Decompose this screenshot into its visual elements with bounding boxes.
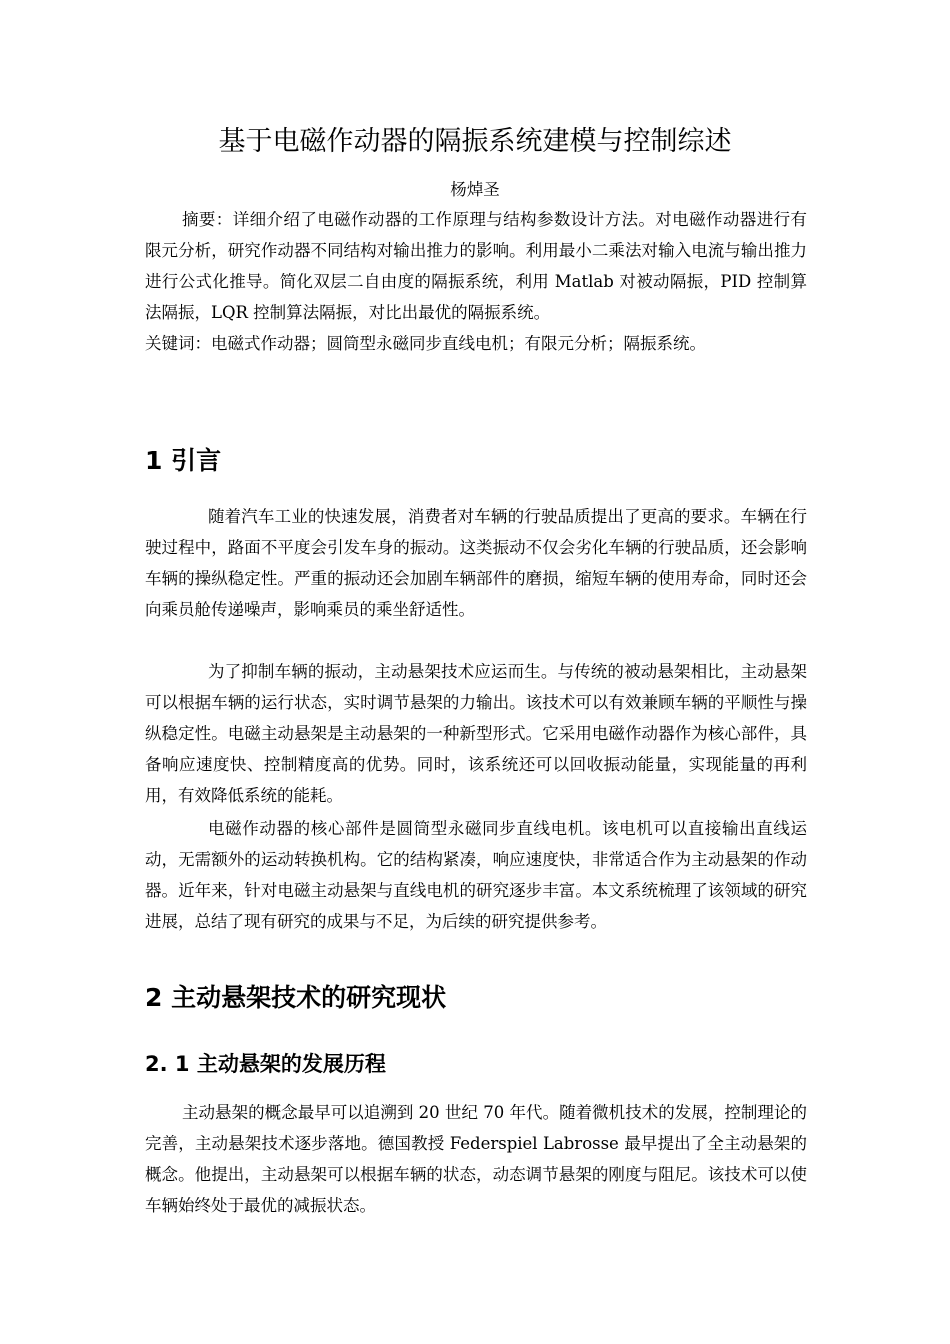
subsection-heading: 2. 1 主动悬架的发展历程 (145, 1052, 386, 1076)
abstract-text: 摘要：详细介绍了电磁作动器的工作原理与结构参数设计方法。对电磁作动器进行有限元分析，研究作动器不同结构对输出推力的影响。利用最小二乘法对输入电流与输出推力进行公式化推导。简化双层二自由度的隔振系统，利用 Matlab 对被动隔振，PID 控制算法隔振，LQR 控制算法隔振，对比出最优的隔振系统。 (145, 210, 807, 322)
keywords-text: 关键词：电磁式作动器；圆筒型永磁同步直线电机；有限元分析；隔振系统。 (145, 334, 706, 353)
section-2 (145, 980, 807, 1016)
section-heading: 2 主动悬架技术的研究现状 (145, 983, 447, 1012)
author-name: 杨焯圣 (450, 180, 500, 199)
section-1-body-2 (145, 656, 807, 811)
body-paragraph: 随着汽车工业的快速发展，消费者对车辆的行驶品质提出了更高的要求。车辆在行驶过程中，路面不平度会引发车身的振动。这类振动不仅会劣化车辆的行驶品质，还会影响车辆的操纵稳定性。严重的振动还会加剧车辆部件的磨损，缩短车辆的使用寿命，同时还会向乘员舱传递噪声，影响乘员的乘坐舒适性。 (145, 507, 807, 619)
subsection-2-1-body (145, 1097, 807, 1221)
body-paragraph: 为了抑制车辆的振动，主动悬架技术应运而生。与传统的被动悬架相比，主动悬架可以根据车辆的运行状态，实时调节悬架的力输出。该技术可以有效兼顾车辆的平顺性与操纵稳定性。电磁主动悬架是主动悬架的一种新型形式。它采用电磁作动器作为核心部件，具备响应速度快、控制精度高的优势。同时，该系统还可以回收振动能量，实现能量的再利用，有效降低系统的能耗。 (145, 662, 807, 805)
section-heading: 1 引言 (145, 446, 222, 475)
document-title: 基于电磁作动器的隔振系统建模与控制综述 (218, 126, 732, 157)
body-paragraph: 主动悬架的概念最早可以追溯到 20 世纪 70 年代。随着微机技术的发展，控制理论的完善，主动悬架技术逐步落地。德国教授 Federspiel Labrosse 最早提出了全主动悬架的概念。他提出，主动悬架可以根据车辆的状态，动态调节悬架的刚度与阻尼。该技术可以使车辆始终处于最优的减振状态。 (145, 1103, 807, 1215)
section-1-body (145, 501, 807, 625)
section-1-body-3 (145, 813, 807, 937)
section-1 (145, 443, 807, 479)
body-paragraph: 电磁作动器的核心部件是圆筒型永磁同步直线电机。该电机可以直接输出直线运动，无需额外的运动转换机构。它的结构紧凑，响应速度快，非常适合作为主动悬架的作动器。近年来，针对电磁主动悬架与直线电机的研究逐步丰富。本文系统梳理了该领域的研究进展，总结了现有研究的成果与不足，为后续的研究提供参考。 (145, 819, 807, 931)
abstract-block (145, 204, 807, 359)
subsection-2-1 (145, 1049, 807, 1079)
